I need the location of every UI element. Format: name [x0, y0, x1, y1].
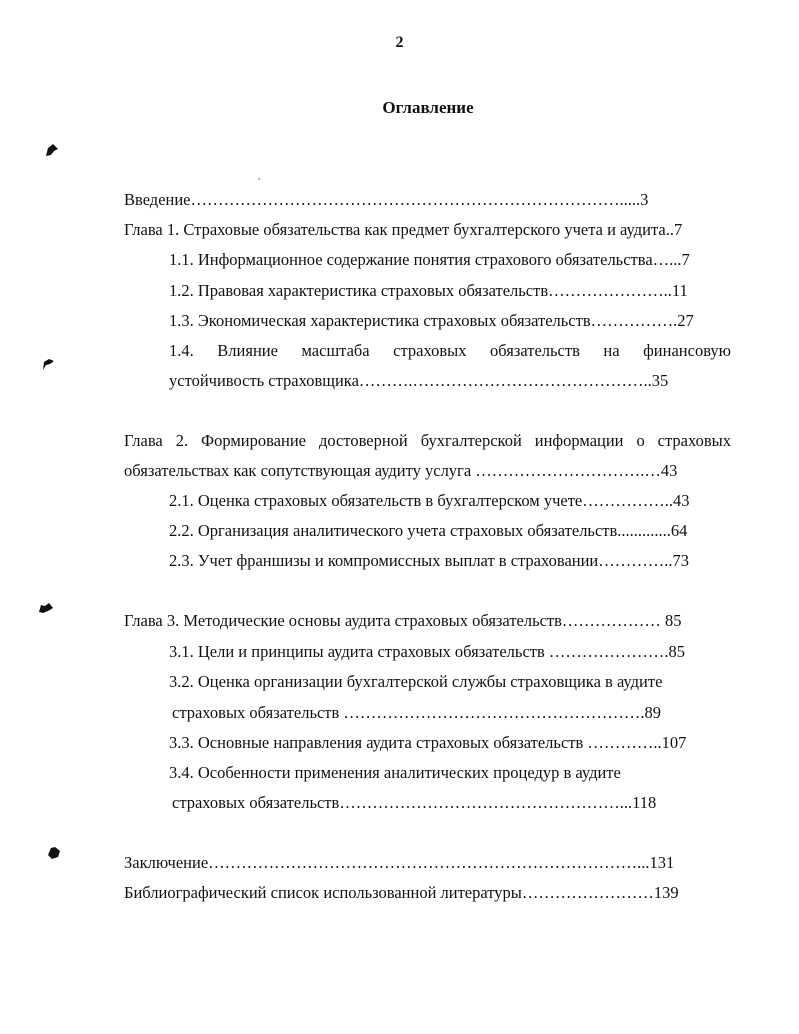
toc-entry-section-1-4: 1.4. Влияние масштаба страховых обязательств на финансовую: [169, 341, 731, 360]
toc-entry-chapter-1: Глава 1. Страховые обязательства как предмет бухгалтерского учета и аудита..7: [124, 220, 683, 239]
toc-entry-section-2-3: 2.3. Учет франшизы и компромиссных выплат в страховании…………..73: [169, 551, 690, 570]
toc-entry-chapter-3: Глава 3. Методические основы аудита страховых обязательств……………… 85: [124, 611, 682, 630]
toc-entry-section-3-1: 3.1. Цели и принципы аудита страховых обязательств ………………….85: [169, 642, 686, 661]
scan-speck: [258, 178, 260, 180]
scan-artifact-mark: [46, 845, 62, 861]
scan-artifact-mark: [38, 600, 54, 616]
toc-entry-section-3-4-continued: страховых обязательств……………………………………………...118: [172, 793, 657, 812]
toc-entry-conclusion: Заключение……………………………………………………………………...131: [124, 853, 675, 872]
toc-entry-intro: Введение…………………………………………………………………….....3: [124, 190, 649, 209]
toc-entry-section-3-2: 3.2. Оценка организации бухгалтерской службы страховщика в аудите: [169, 672, 663, 691]
toc-entry-section-3-3: 3.3. Основные направления аудита страховых обязательств …………..107: [169, 733, 687, 752]
toc-entry-bibliography: Библиографический список использованной литературы……………………139: [124, 883, 679, 902]
scan-artifact-mark: [40, 356, 56, 372]
toc-entry-section-1-1: 1.1. Информационное содержание понятия страхового обязательства…...7: [169, 250, 690, 269]
toc-entry-section-1-2: 1.2. Правовая характеристика страховых обязательств…………………..11: [169, 281, 688, 300]
toc-entry-section-2-1: 2.1. Оценка страховых обязательств в бухгалтерском учете……………..43: [169, 491, 690, 510]
toc-title: Оглавление: [382, 98, 474, 117]
toc-entry-chapter-2: Глава 2. Формирование достоверной бухгалтерской информации о страховых: [124, 431, 731, 450]
toc-entry-section-1-3: 1.3. Экономическая характеристика страховых обязательств…………….27: [169, 311, 694, 330]
toc-entry-section-2-2: 2.2. Организация аналитического учета страховых обязательств.............64: [169, 521, 688, 540]
toc-entry-section-1-4-continued: устойчивость страховщика……….……………………………………..35: [169, 371, 669, 390]
toc-entry-section-3-4: 3.4. Особенности применения аналитических процедур в аудите: [169, 763, 621, 782]
scan-artifact-mark: [44, 142, 60, 158]
page-number: 2: [395, 34, 404, 51]
toc-entry-section-3-2-continued: страховых обязательств ……………………………………………….89: [172, 703, 662, 722]
toc-entry-chapter-2-continued: обязательствах как сопутствующая аудиту услуга ………………………….…43: [124, 461, 678, 480]
